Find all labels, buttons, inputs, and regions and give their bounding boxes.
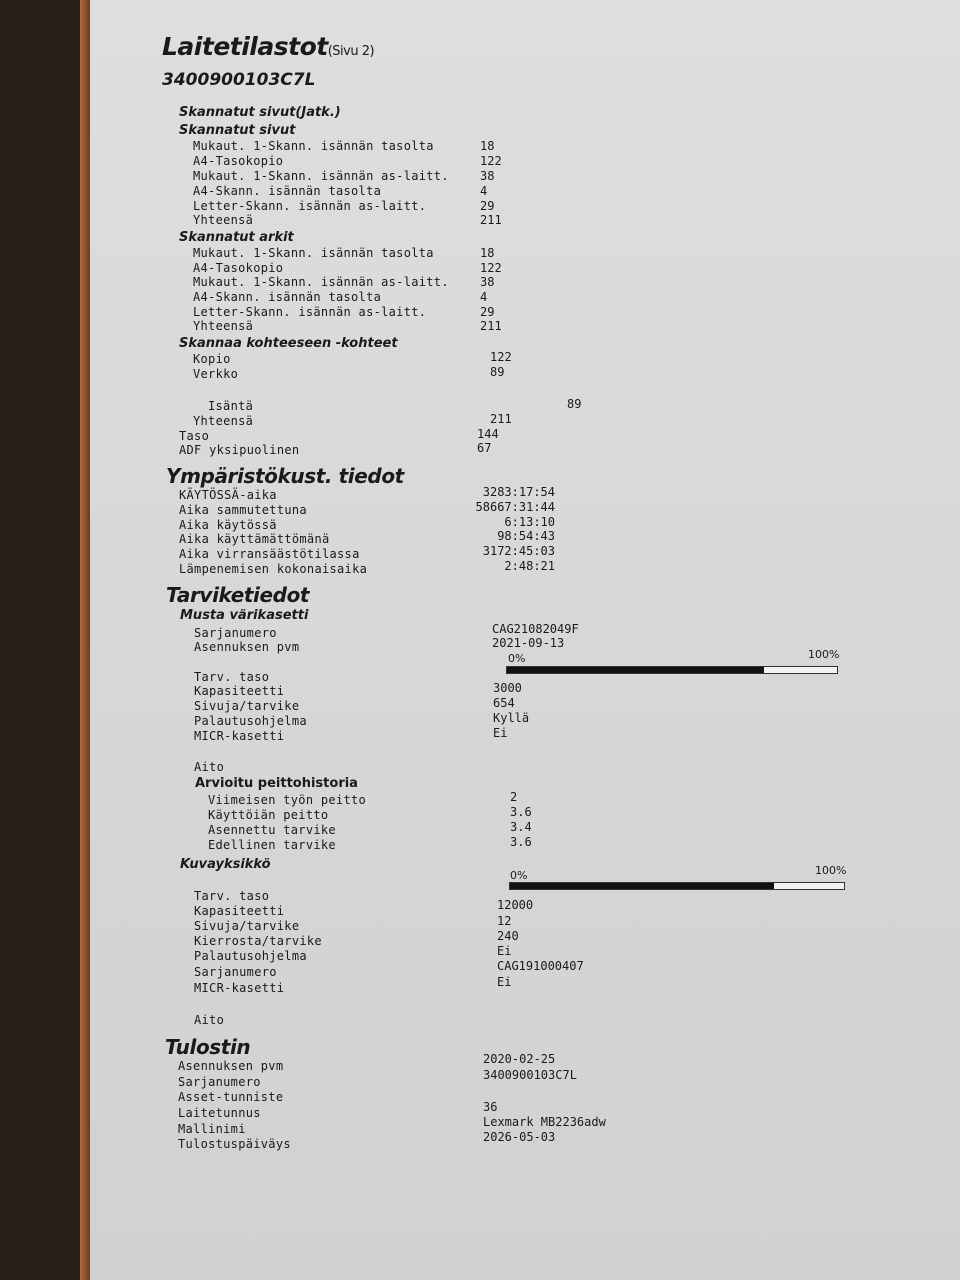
toner-row-label: MICR-kasetti xyxy=(194,729,285,743)
row-value: 122 xyxy=(480,261,502,275)
printer-value: Lexmark MB2236adw xyxy=(483,1115,606,1129)
scanned-cont-heading: Skannatut sivut(Jatk.) xyxy=(179,105,341,120)
row-label: A4-Tasokopio xyxy=(193,154,284,168)
row-label: Mukaut. 1-Skann. isännän as-laitt. xyxy=(193,275,449,289)
row-label: Mukaut. 1-Skann. isännän as-laitt. xyxy=(193,169,449,183)
coverage-heading: Arvioitu peittohistoria xyxy=(195,776,358,791)
isanta-label: Isäntä xyxy=(208,399,254,413)
coverage-value: 3.6 xyxy=(510,835,532,849)
row-value: 122 xyxy=(480,154,502,168)
env-label: Lämpenemisen kokonaisaika xyxy=(179,562,368,576)
printer-heading: Tulostin xyxy=(165,1035,251,1059)
desk-edge xyxy=(80,0,90,1280)
row-value: 29 xyxy=(480,305,495,319)
printer-label: Sarjanumero xyxy=(178,1075,261,1089)
adf-value: 67 xyxy=(477,441,492,455)
row-value: 18 xyxy=(480,246,495,260)
coverage-value: 2 xyxy=(510,790,518,804)
row-label: Mukaut. 1-Skann. isännän tasolta xyxy=(193,139,434,153)
coverage-label: Viimeisen työn peitto xyxy=(208,793,367,807)
imaging-level-fill xyxy=(510,883,774,889)
env-value: 3172:45:03 xyxy=(482,544,555,558)
row-label: Yhteensä xyxy=(193,319,254,333)
device-serial: 3400900103C7L xyxy=(162,70,316,90)
scanned-sheets-heading: Skannatut arkit xyxy=(179,230,294,245)
printer-label: Laitetunnus xyxy=(178,1106,261,1120)
coverage-label: Käyttöiän peitto xyxy=(208,808,329,822)
imaging-row-label: Sarjanumero xyxy=(194,965,277,979)
toner-row-value: Kyllä xyxy=(493,711,530,725)
row-value: 211 xyxy=(480,319,502,333)
kopio-value: 122 xyxy=(490,350,512,364)
env-value: 58667:31:44 xyxy=(475,500,555,514)
printer-value: 2026-05-03 xyxy=(483,1130,556,1144)
imaging-level-bar xyxy=(509,882,845,890)
coverage-label: Asennettu tarvike xyxy=(208,823,336,837)
imaging-bar-max: 100% xyxy=(815,864,847,877)
env-value: 3283:17:54 xyxy=(482,485,555,499)
imaging-row-label: Kierrosta/tarvike xyxy=(194,934,322,948)
imaging-level-label: Tarv. taso xyxy=(194,889,270,903)
printer-label: Tulostuspäiväys xyxy=(178,1137,291,1151)
yhteensa-value: 211 xyxy=(490,412,512,426)
row-value: 18 xyxy=(480,139,495,153)
verkko-label: Verkko xyxy=(193,367,239,381)
kopio-label: Kopio xyxy=(193,352,231,366)
toner-date-value: 2021-09-13 xyxy=(492,636,565,650)
row-value: 38 xyxy=(480,275,495,289)
imaging-row-label: MICR-kasetti xyxy=(194,981,285,995)
printer-label: Asset-tunniste xyxy=(178,1090,284,1104)
toner-row-value: 654 xyxy=(493,696,515,710)
page-title: Laitetilastot(Sivu 2) xyxy=(162,32,375,61)
imaging-row-value: Ei xyxy=(497,975,512,989)
env-label: KÄYTÖSSÄ-aika xyxy=(179,488,277,502)
imaging-heading: Kuvayksikkö xyxy=(180,857,271,872)
row-label: Letter-Skann. isännän as-laitt. xyxy=(193,305,427,319)
row-label: A4-Skann. isännän tasolta xyxy=(193,290,382,304)
row-label: Letter-Skann. isännän as-laitt. xyxy=(193,199,427,213)
coverage-value: 3.6 xyxy=(510,805,532,819)
imaging-row-label: Palautusohjelma xyxy=(194,949,307,963)
env-value: 6:13:10 xyxy=(504,515,555,529)
toner-serial-value: CAG21082049F xyxy=(492,622,579,636)
toner-row-value: 3000 xyxy=(493,681,522,695)
env-label: Aika sammutettuna xyxy=(179,503,307,517)
taso-label: Taso xyxy=(179,429,210,443)
toner-aito: Aito xyxy=(194,760,225,774)
env-value: 98:54:43 xyxy=(497,529,555,543)
toner-bar-min: 0% xyxy=(508,652,526,665)
toner-row-label: Kapasiteetti xyxy=(194,684,285,698)
isanta-value: 89 xyxy=(567,397,582,411)
imaging-row-value: Ei xyxy=(497,944,512,958)
toner-heading: Musta värikasetti xyxy=(180,608,309,623)
imaging-row-label: Sivuja/tarvike xyxy=(194,919,300,933)
imaging-row-value: 12000 xyxy=(497,898,534,912)
printer-label: Asennuksen pvm xyxy=(178,1059,284,1073)
imaging-row-value: 240 xyxy=(497,929,519,943)
env-label: Aika käyttämättömänä xyxy=(179,532,330,546)
scan-destinations-heading: Skannaa kohteeseen -kohteet xyxy=(179,336,398,351)
row-value: 211 xyxy=(480,213,502,227)
printer-value: 3400900103C7L xyxy=(483,1068,577,1082)
imaging-row-value: CAG191000407 xyxy=(497,959,584,973)
coverage-value: 3.4 xyxy=(510,820,532,834)
page-number: (Sivu 2) xyxy=(327,44,375,59)
supplies-heading: Tarviketiedot xyxy=(166,583,310,607)
printer-label: Mallinimi xyxy=(178,1122,246,1136)
toner-level-fill xyxy=(507,667,764,673)
toner-row-label: Sivuja/tarvike xyxy=(194,699,300,713)
toner-date-label: Asennuksen pvm xyxy=(194,640,300,654)
imaging-bar-min: 0% xyxy=(510,869,528,882)
verkko-value: 89 xyxy=(490,365,505,379)
imaging-row-label: Kapasiteetti xyxy=(194,904,285,918)
row-value: 38 xyxy=(480,169,495,183)
row-label: Yhteensä xyxy=(193,213,254,227)
taso-value: 144 xyxy=(477,427,499,441)
row-label: A4-Skann. isännän tasolta xyxy=(193,184,382,198)
yhteensa-label: Yhteensä xyxy=(193,414,254,428)
imaging-aito: Aito xyxy=(194,1013,225,1027)
env-label: Aika käytössä xyxy=(179,518,277,532)
toner-bar-max: 100% xyxy=(808,648,840,661)
env-heading: Ympäristökust. tiedot xyxy=(166,464,404,488)
toner-level-label: Tarv. taso xyxy=(194,670,270,684)
imaging-row-value: 12 xyxy=(497,914,512,928)
adf-label: ADF yksipuolinen xyxy=(179,443,300,457)
row-value: 4 xyxy=(480,290,488,304)
toner-level-bar xyxy=(506,666,838,674)
row-label: Mukaut. 1-Skann. isännän tasolta xyxy=(193,246,434,260)
printer-value: 2020-02-25 xyxy=(483,1052,556,1066)
printer-value: 36 xyxy=(483,1100,498,1114)
toner-row-label: Palautusohjelma xyxy=(194,714,307,728)
row-label: A4-Tasokopio xyxy=(193,261,284,275)
env-value: 2:48:21 xyxy=(504,559,555,573)
toner-row-value: Ei xyxy=(493,726,508,740)
coverage-label: Edellinen tarvike xyxy=(208,838,336,852)
scanned-pages-heading: Skannatut sivut xyxy=(179,123,296,138)
row-value: 29 xyxy=(480,199,495,213)
row-value: 4 xyxy=(480,184,488,198)
toner-serial-label: Sarjanumero xyxy=(194,626,277,640)
env-label: Aika virransäästötilassa xyxy=(179,547,360,561)
